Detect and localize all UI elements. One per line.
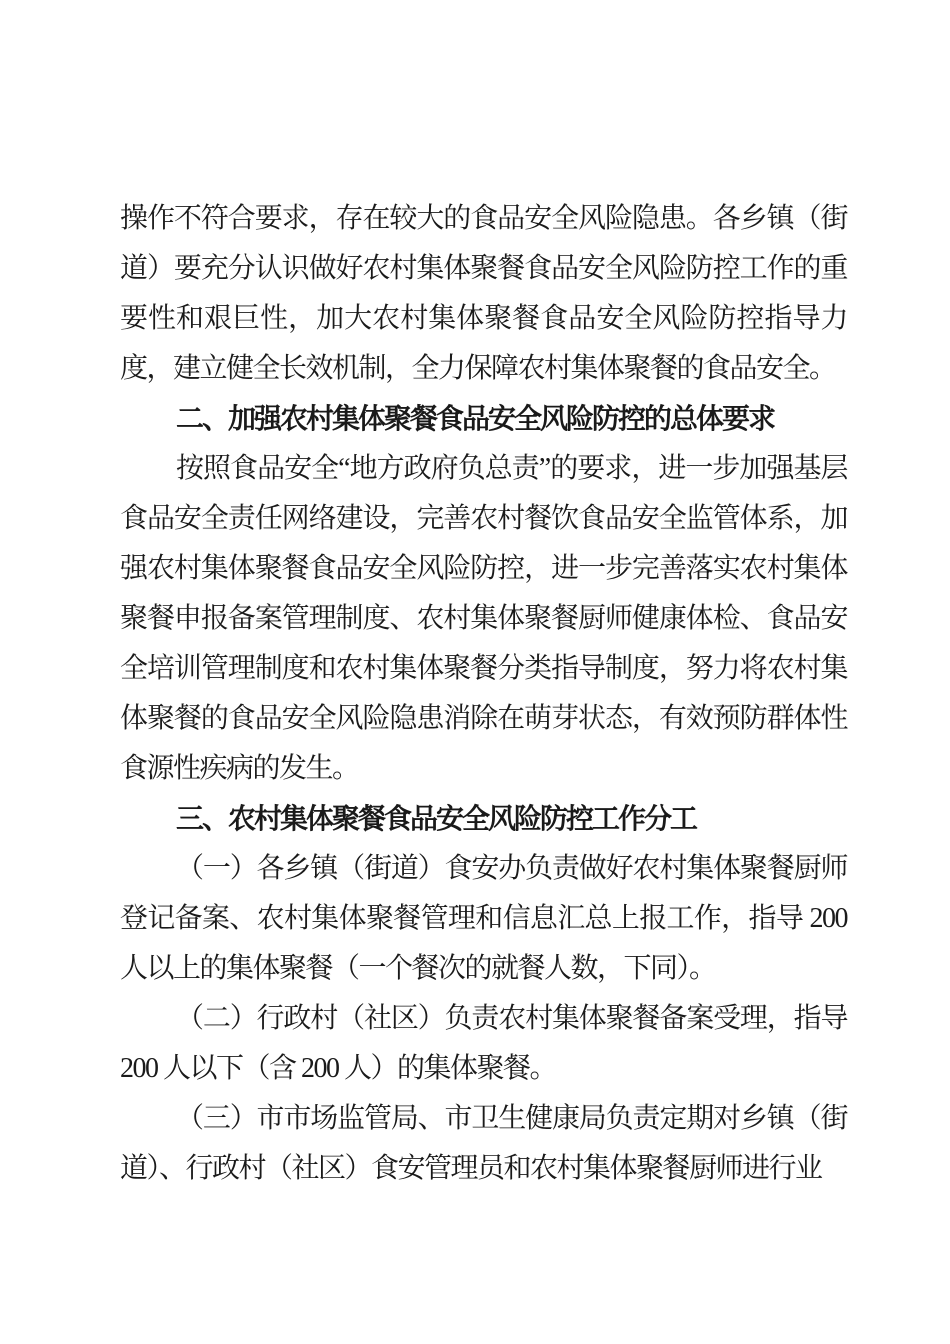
body-paragraph: （一）各乡镇（街道）食安办负责做好农村集体聚餐厨师登记备案、农村集体聚餐管理和信息汇总上报工作，指导 200 人以上的集体聚餐（一个餐次的就餐人数，下同）。: [120, 853, 847, 984]
body-paragraph: （三）市市场监管局、市卫生健康局负责定期对乡镇（街道）、行政村（社区）食安管理员和农村集体聚餐厨师进行业: [120, 1103, 847, 1184]
body-paragraph: 按照食品安全“地方政府负总责”的要求，进一步加强基层食品安全责任网络建设，完善农村餐饮食品安全监管体系，加强农村集体聚餐食品安全风险防控，进一步完善落实农村集体聚餐申报备案管理制度、农村集体聚餐厨师健康体检、食品安全培训管理制度和农村集体聚餐分类指导制度，努力将农村集体聚餐的食品安全风险隐患消除在萌芽状态，有效预防群体性食源性疾病的发生。: [120, 453, 847, 784]
section-heading: 二、加强农村集体聚餐食品安全风险防控的总体要求: [176, 403, 775, 434]
body-paragraph: 操作不符合要求，存在较大的食品安全风险隐患。各乡镇（街道）要充分认识做好农村集体聚餐食品安全风险防控工作的重要性和艰巨性，加大农村集体聚餐食品安全风险防控指导力度，建立健全长效机制，全力保障农村集体聚餐的食品安全。: [120, 203, 847, 384]
section-heading: 三、农村集体聚餐食品安全风险防控工作分工: [176, 803, 697, 834]
body-paragraph: （二）行政村（社区）负责农村集体聚餐备案受理，指导 200 人以下（含 200 人）的集体聚餐。: [120, 1003, 847, 1084]
document-content: [120, 194, 847, 1194]
